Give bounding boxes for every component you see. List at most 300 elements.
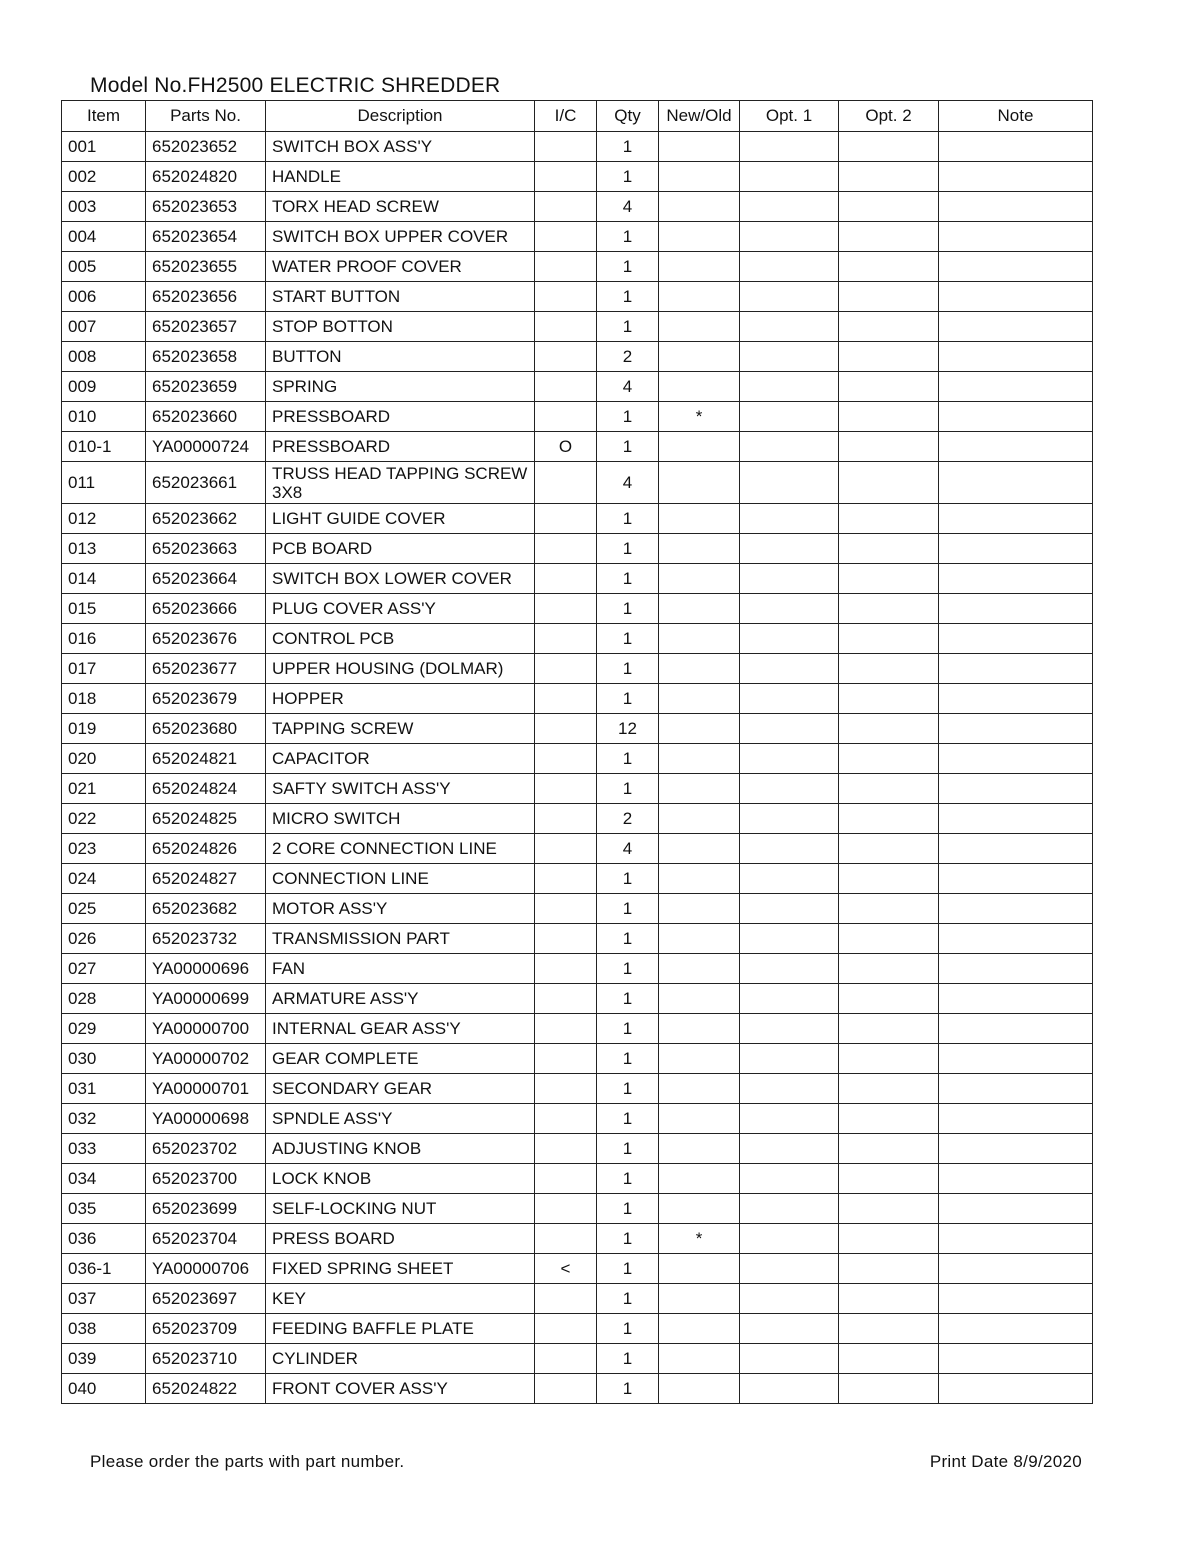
cell-opt2 bbox=[839, 1344, 939, 1374]
cell-opt1 bbox=[740, 894, 839, 924]
table-row bbox=[62, 252, 1093, 282]
cell-opt1 bbox=[740, 192, 839, 222]
cell-opt2 bbox=[839, 402, 939, 432]
cell-note bbox=[939, 624, 1093, 654]
cell-new-old bbox=[659, 432, 740, 462]
cell-description: SWITCH BOX LOWER COVER bbox=[266, 564, 535, 594]
cell-new-old bbox=[659, 1044, 740, 1074]
table-row bbox=[62, 402, 1093, 432]
cell-part-no: 652023704 bbox=[146, 1224, 266, 1254]
cell-item: 024 bbox=[62, 864, 146, 894]
cell-opt1 bbox=[740, 684, 839, 714]
cell-qty: 1 bbox=[597, 432, 659, 462]
cell-opt2 bbox=[839, 894, 939, 924]
cell-new-old bbox=[659, 222, 740, 252]
cell-opt2 bbox=[839, 534, 939, 564]
cell-note bbox=[939, 1284, 1093, 1314]
table-row bbox=[62, 462, 1093, 504]
cell-ic bbox=[535, 924, 597, 954]
table-row bbox=[62, 504, 1093, 534]
cell-note bbox=[939, 804, 1093, 834]
cell-opt2 bbox=[839, 834, 939, 864]
cell-item: 020 bbox=[62, 744, 146, 774]
cell-note bbox=[939, 1104, 1093, 1134]
cell-opt1 bbox=[740, 1044, 839, 1074]
cell-description: INTERNAL GEAR ASS'Y bbox=[266, 1014, 535, 1044]
cell-opt2 bbox=[839, 714, 939, 744]
cell-opt2 bbox=[839, 372, 939, 402]
cell-item: 032 bbox=[62, 1104, 146, 1134]
header-new-old: New/Old bbox=[659, 101, 740, 132]
cell-new-old: * bbox=[659, 1224, 740, 1254]
cell-part-no: 652023658 bbox=[146, 342, 266, 372]
parts-table-body bbox=[62, 132, 1093, 1404]
cell-opt2 bbox=[839, 1224, 939, 1254]
table-row bbox=[62, 282, 1093, 312]
table-row bbox=[62, 222, 1093, 252]
cell-item: 003 bbox=[62, 192, 146, 222]
cell-part-no: 652024826 bbox=[146, 834, 266, 864]
cell-note bbox=[939, 1014, 1093, 1044]
cell-part-no: YA00000724 bbox=[146, 432, 266, 462]
table-row bbox=[62, 924, 1093, 954]
cell-qty: 4 bbox=[597, 462, 659, 504]
cell-new-old bbox=[659, 834, 740, 864]
cell-opt2 bbox=[839, 462, 939, 504]
cell-new-old bbox=[659, 1194, 740, 1224]
cell-opt1 bbox=[740, 432, 839, 462]
cell-item: 005 bbox=[62, 252, 146, 282]
cell-ic bbox=[535, 504, 597, 534]
cell-opt2 bbox=[839, 1374, 939, 1404]
cell-note bbox=[939, 864, 1093, 894]
cell-ic bbox=[535, 1074, 597, 1104]
cell-opt2 bbox=[839, 774, 939, 804]
cell-part-no: 652023660 bbox=[146, 402, 266, 432]
cell-note bbox=[939, 564, 1093, 594]
cell-opt1 bbox=[740, 954, 839, 984]
cell-note bbox=[939, 534, 1093, 564]
cell-description: SPNDLE ASS'Y bbox=[266, 1104, 535, 1134]
cell-part-no: 652023655 bbox=[146, 252, 266, 282]
cell-qty: 1 bbox=[597, 924, 659, 954]
cell-ic bbox=[535, 282, 597, 312]
cell-qty: 12 bbox=[597, 714, 659, 744]
cell-new-old bbox=[659, 1344, 740, 1374]
cell-opt2 bbox=[839, 1194, 939, 1224]
cell-ic bbox=[535, 594, 597, 624]
cell-new-old bbox=[659, 894, 740, 924]
cell-ic bbox=[535, 1014, 597, 1044]
cell-description: ADJUSTING KNOB bbox=[266, 1134, 535, 1164]
cell-opt2 bbox=[839, 984, 939, 1014]
cell-ic bbox=[535, 714, 597, 744]
cell-description: HOPPER bbox=[266, 684, 535, 714]
cell-note bbox=[939, 402, 1093, 432]
cell-ic bbox=[535, 744, 597, 774]
cell-ic bbox=[535, 954, 597, 984]
cell-qty: 1 bbox=[597, 282, 659, 312]
cell-part-no: 652023710 bbox=[146, 1344, 266, 1374]
table-row bbox=[62, 1374, 1093, 1404]
cell-opt1 bbox=[740, 132, 839, 162]
cell-opt2 bbox=[839, 624, 939, 654]
cell-item: 007 bbox=[62, 312, 146, 342]
cell-note bbox=[939, 1344, 1093, 1374]
cell-item: 009 bbox=[62, 372, 146, 402]
cell-description: BUTTON bbox=[266, 342, 535, 372]
cell-note bbox=[939, 342, 1093, 372]
cell-opt1 bbox=[740, 834, 839, 864]
cell-opt1 bbox=[740, 402, 839, 432]
cell-new-old bbox=[659, 684, 740, 714]
table-row bbox=[62, 714, 1093, 744]
cell-note bbox=[939, 1254, 1093, 1284]
cell-note bbox=[939, 1164, 1093, 1194]
cell-note bbox=[939, 312, 1093, 342]
cell-ic bbox=[535, 222, 597, 252]
cell-ic bbox=[535, 864, 597, 894]
table-row bbox=[62, 864, 1093, 894]
cell-item: 022 bbox=[62, 804, 146, 834]
table-row bbox=[62, 984, 1093, 1014]
cell-ic bbox=[535, 1224, 597, 1254]
cell-description: CONNECTION LINE bbox=[266, 864, 535, 894]
cell-part-no: 652024827 bbox=[146, 864, 266, 894]
cell-note bbox=[939, 282, 1093, 312]
cell-ic bbox=[535, 252, 597, 282]
cell-new-old bbox=[659, 984, 740, 1014]
table-row bbox=[62, 1284, 1093, 1314]
cell-item: 019 bbox=[62, 714, 146, 744]
table-row bbox=[62, 342, 1093, 372]
cell-opt1 bbox=[740, 624, 839, 654]
cell-opt1 bbox=[740, 1194, 839, 1224]
cell-note bbox=[939, 132, 1093, 162]
table-header-row bbox=[62, 101, 1093, 132]
cell-item: 030 bbox=[62, 1044, 146, 1074]
cell-ic bbox=[535, 624, 597, 654]
cell-opt2 bbox=[839, 594, 939, 624]
cell-part-no: YA00000702 bbox=[146, 1044, 266, 1074]
cell-qty: 1 bbox=[597, 1104, 659, 1134]
cell-description: PLUG COVER ASS'Y bbox=[266, 594, 535, 624]
cell-part-no: 652024822 bbox=[146, 1374, 266, 1404]
cell-new-old bbox=[659, 864, 740, 894]
cell-note bbox=[939, 1314, 1093, 1344]
cell-opt1 bbox=[740, 222, 839, 252]
cell-opt2 bbox=[839, 654, 939, 684]
cell-ic bbox=[535, 1104, 597, 1134]
cell-part-no: 652023709 bbox=[146, 1314, 266, 1344]
cell-part-no: 652023699 bbox=[146, 1194, 266, 1224]
cell-new-old bbox=[659, 1074, 740, 1104]
cell-item: 010 bbox=[62, 402, 146, 432]
cell-description: CONTROL PCB bbox=[266, 624, 535, 654]
cell-opt1 bbox=[740, 864, 839, 894]
cell-description: LIGHT GUIDE COVER bbox=[266, 504, 535, 534]
table-row bbox=[62, 162, 1093, 192]
cell-ic bbox=[535, 684, 597, 714]
cell-qty: 1 bbox=[597, 1344, 659, 1374]
cell-opt1 bbox=[740, 594, 839, 624]
cell-ic bbox=[535, 774, 597, 804]
cell-part-no: 652024824 bbox=[146, 774, 266, 804]
table-row bbox=[62, 534, 1093, 564]
cell-note bbox=[939, 834, 1093, 864]
cell-note bbox=[939, 162, 1093, 192]
cell-opt1 bbox=[740, 534, 839, 564]
table-row bbox=[62, 1164, 1093, 1194]
cell-qty: 1 bbox=[597, 162, 659, 192]
table-row bbox=[62, 312, 1093, 342]
cell-description: START BUTTON bbox=[266, 282, 535, 312]
cell-opt1 bbox=[740, 1074, 839, 1104]
cell-part-no: YA00000700 bbox=[146, 1014, 266, 1044]
cell-item: 029 bbox=[62, 1014, 146, 1044]
cell-new-old bbox=[659, 252, 740, 282]
table-row bbox=[62, 432, 1093, 462]
cell-note bbox=[939, 372, 1093, 402]
cell-opt2 bbox=[839, 342, 939, 372]
table-row bbox=[62, 954, 1093, 984]
cell-qty: 2 bbox=[597, 342, 659, 372]
header-note: Note bbox=[939, 101, 1093, 132]
cell-qty: 1 bbox=[597, 1164, 659, 1194]
cell-ic bbox=[535, 1194, 597, 1224]
cell-qty: 1 bbox=[597, 1044, 659, 1074]
cell-new-old bbox=[659, 504, 740, 534]
table-row bbox=[62, 1224, 1093, 1254]
cell-opt2 bbox=[839, 432, 939, 462]
cell-opt2 bbox=[839, 684, 939, 714]
cell-opt1 bbox=[740, 462, 839, 504]
cell-item: 001 bbox=[62, 132, 146, 162]
cell-part-no: 652024821 bbox=[146, 744, 266, 774]
cell-qty: 4 bbox=[597, 834, 659, 864]
cell-ic bbox=[535, 564, 597, 594]
cell-part-no: 652023682 bbox=[146, 894, 266, 924]
cell-description: HANDLE bbox=[266, 162, 535, 192]
cell-description: GEAR COMPLETE bbox=[266, 1044, 535, 1074]
cell-opt1 bbox=[740, 984, 839, 1014]
cell-new-old bbox=[659, 312, 740, 342]
cell-ic bbox=[535, 342, 597, 372]
cell-item: 008 bbox=[62, 342, 146, 372]
cell-ic: O bbox=[535, 432, 597, 462]
cell-part-no: YA00000698 bbox=[146, 1104, 266, 1134]
cell-ic bbox=[535, 894, 597, 924]
header-parts-no: Parts No. bbox=[146, 101, 266, 132]
cell-ic bbox=[535, 534, 597, 564]
cell-item: 036-1 bbox=[62, 1254, 146, 1284]
cell-description: MICRO SWITCH bbox=[266, 804, 535, 834]
table-row bbox=[62, 1074, 1093, 1104]
cell-opt2 bbox=[839, 192, 939, 222]
cell-description: SWITCH BOX ASS'Y bbox=[266, 132, 535, 162]
cell-ic bbox=[535, 1344, 597, 1374]
cell-part-no: 652023666 bbox=[146, 594, 266, 624]
cell-part-no: 652023702 bbox=[146, 1134, 266, 1164]
cell-note bbox=[939, 504, 1093, 534]
cell-new-old: * bbox=[659, 402, 740, 432]
cell-item: 025 bbox=[62, 894, 146, 924]
cell-qty: 1 bbox=[597, 504, 659, 534]
cell-item: 006 bbox=[62, 282, 146, 312]
cell-ic bbox=[535, 1374, 597, 1404]
cell-qty: 1 bbox=[597, 312, 659, 342]
cell-part-no: 652023679 bbox=[146, 684, 266, 714]
cell-description: SPRING bbox=[266, 372, 535, 402]
footer-print-date: Print Date 8/9/2020 bbox=[929, 1452, 1082, 1471]
cell-item: 017 bbox=[62, 654, 146, 684]
cell-qty: 1 bbox=[597, 534, 659, 564]
cell-note bbox=[939, 714, 1093, 744]
cell-ic bbox=[535, 1164, 597, 1194]
cell-qty: 1 bbox=[597, 594, 659, 624]
cell-item: 012 bbox=[62, 504, 146, 534]
cell-new-old bbox=[659, 132, 740, 162]
cell-description: TAPPING SCREW bbox=[266, 714, 535, 744]
table-row bbox=[62, 624, 1093, 654]
cell-description: FIXED SPRING SHEET bbox=[266, 1254, 535, 1284]
cell-description: TRANSMISSION PART bbox=[266, 924, 535, 954]
cell-opt1 bbox=[740, 162, 839, 192]
header-opt1: Opt. 1 bbox=[740, 101, 839, 132]
cell-opt2 bbox=[839, 1164, 939, 1194]
cell-opt2 bbox=[839, 1284, 939, 1314]
cell-new-old bbox=[659, 1104, 740, 1134]
cell-opt1 bbox=[740, 744, 839, 774]
cell-note bbox=[939, 252, 1093, 282]
cell-qty: 1 bbox=[597, 894, 659, 924]
cell-item: 016 bbox=[62, 624, 146, 654]
cell-note bbox=[939, 1224, 1093, 1254]
cell-note bbox=[939, 774, 1093, 804]
cell-description: UPPER HOUSING (DOLMAR) bbox=[266, 654, 535, 684]
cell-item: 014 bbox=[62, 564, 146, 594]
cell-ic bbox=[535, 1134, 597, 1164]
cell-new-old bbox=[659, 744, 740, 774]
cell-description: CAPACITOR bbox=[266, 744, 535, 774]
cell-opt1 bbox=[740, 312, 839, 342]
cell-part-no: 652023664 bbox=[146, 564, 266, 594]
cell-item: 011 bbox=[62, 462, 146, 504]
cell-part-no: 652023653 bbox=[146, 192, 266, 222]
cell-description: FRONT COVER ASS'Y bbox=[266, 1374, 535, 1404]
table-row bbox=[62, 1254, 1093, 1284]
cell-note bbox=[939, 984, 1093, 1014]
cell-opt2 bbox=[839, 954, 939, 984]
cell-part-no: 652023700 bbox=[146, 1164, 266, 1194]
cell-opt1 bbox=[740, 714, 839, 744]
table-row bbox=[62, 804, 1093, 834]
cell-opt1 bbox=[740, 1374, 839, 1404]
cell-ic bbox=[535, 162, 597, 192]
cell-new-old bbox=[659, 1014, 740, 1044]
cell-item: 035 bbox=[62, 1194, 146, 1224]
cell-opt1 bbox=[740, 252, 839, 282]
cell-opt1 bbox=[740, 924, 839, 954]
cell-ic bbox=[535, 1284, 597, 1314]
cell-ic bbox=[535, 192, 597, 222]
table-row bbox=[62, 1104, 1093, 1134]
cell-part-no: 652023652 bbox=[146, 132, 266, 162]
table-row bbox=[62, 684, 1093, 714]
cell-qty: 1 bbox=[597, 1134, 659, 1164]
cell-item: 013 bbox=[62, 534, 146, 564]
cell-new-old bbox=[659, 162, 740, 192]
cell-qty: 1 bbox=[597, 1374, 659, 1404]
cell-new-old bbox=[659, 714, 740, 744]
page-title: Model No.FH2500 ELECTRIC SHREDDER bbox=[90, 74, 501, 97]
cell-item: 023 bbox=[62, 834, 146, 864]
cell-description: FAN bbox=[266, 954, 535, 984]
cell-note bbox=[939, 1044, 1093, 1074]
cell-opt1 bbox=[740, 804, 839, 834]
cell-part-no: 652023656 bbox=[146, 282, 266, 312]
cell-description: TORX HEAD SCREW bbox=[266, 192, 535, 222]
cell-part-no: 652023661 bbox=[146, 462, 266, 504]
cell-opt2 bbox=[839, 252, 939, 282]
cell-new-old bbox=[659, 372, 740, 402]
cell-opt2 bbox=[839, 1254, 939, 1284]
cell-opt2 bbox=[839, 504, 939, 534]
cell-new-old bbox=[659, 624, 740, 654]
cell-part-no: YA00000699 bbox=[146, 984, 266, 1014]
cell-part-no: YA00000706 bbox=[146, 1254, 266, 1284]
cell-new-old bbox=[659, 954, 740, 984]
header-ic: I/C bbox=[535, 101, 597, 132]
cell-note bbox=[939, 432, 1093, 462]
cell-qty: 1 bbox=[597, 1314, 659, 1344]
cell-note bbox=[939, 192, 1093, 222]
cell-qty: 4 bbox=[597, 372, 659, 402]
header-qty: Qty bbox=[597, 101, 659, 132]
cell-description: PRESSBOARD bbox=[266, 432, 535, 462]
cell-note bbox=[939, 894, 1093, 924]
cell-new-old bbox=[659, 1164, 740, 1194]
parts-table bbox=[61, 100, 1093, 1404]
cell-qty: 1 bbox=[597, 1254, 659, 1284]
cell-opt1 bbox=[740, 1164, 839, 1194]
table-row bbox=[62, 1134, 1093, 1164]
cell-ic bbox=[535, 654, 597, 684]
cell-part-no: 652023680 bbox=[146, 714, 266, 744]
cell-ic bbox=[535, 984, 597, 1014]
cell-note bbox=[939, 594, 1093, 624]
cell-item: 038 bbox=[62, 1314, 146, 1344]
cell-qty: 1 bbox=[597, 1014, 659, 1044]
cell-opt2 bbox=[839, 1314, 939, 1344]
cell-item: 037 bbox=[62, 1284, 146, 1314]
cell-opt2 bbox=[839, 282, 939, 312]
cell-item: 036 bbox=[62, 1224, 146, 1254]
cell-part-no: 652023732 bbox=[146, 924, 266, 954]
cell-item: 039 bbox=[62, 1344, 146, 1374]
table-row bbox=[62, 1314, 1093, 1344]
cell-new-old bbox=[659, 774, 740, 804]
table-row bbox=[62, 1014, 1093, 1044]
cell-new-old bbox=[659, 534, 740, 564]
cell-ic: < bbox=[535, 1254, 597, 1284]
cell-part-no: 652023654 bbox=[146, 222, 266, 252]
cell-ic bbox=[535, 312, 597, 342]
cell-item: 018 bbox=[62, 684, 146, 714]
cell-description: KEY bbox=[266, 1284, 535, 1314]
header-opt2: Opt. 2 bbox=[839, 101, 939, 132]
table-row bbox=[62, 1344, 1093, 1374]
